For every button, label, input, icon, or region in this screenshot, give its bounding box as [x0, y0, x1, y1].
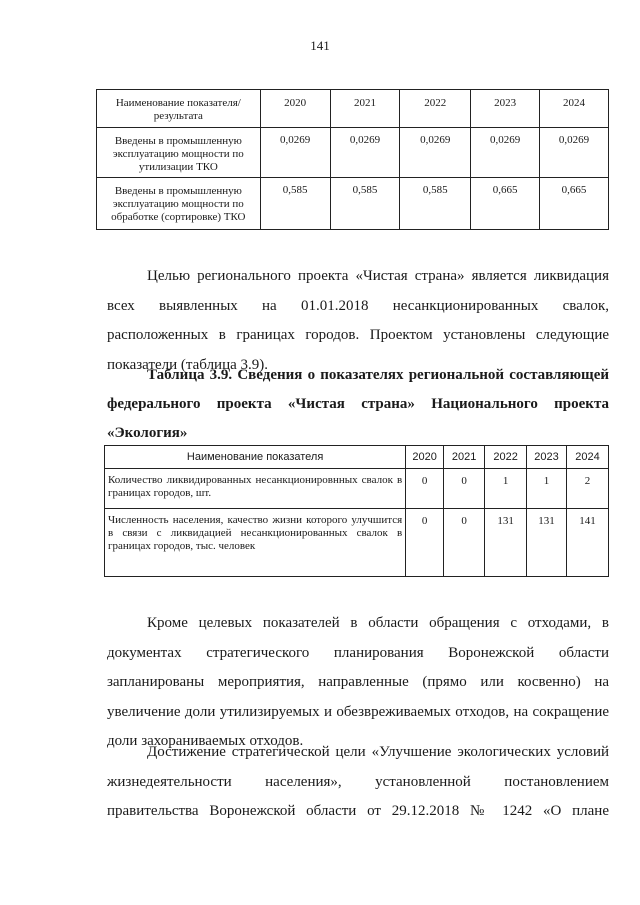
table-row — [105, 509, 609, 577]
cell-value: 0,0269 — [471, 128, 540, 178]
column-header: 2022 — [400, 90, 471, 128]
column-header: 2022 — [485, 446, 527, 469]
table-row — [97, 178, 609, 230]
cell-value: 0 — [444, 469, 485, 509]
indicators-table-2 — [104, 445, 609, 577]
column-header: Наименование показателя — [105, 446, 406, 469]
column-header: Наименование показателя/результата — [97, 90, 261, 128]
row-name: Введены в промышленную эксплуатацию мощности по обработке (сортировке) ТКО — [97, 178, 261, 230]
cell-value: 141 — [567, 509, 609, 577]
table-header-row — [105, 446, 609, 469]
column-header: 2023 — [471, 90, 540, 128]
page-number: 141 — [310, 38, 330, 53]
row-name: Введены в промышленную эксплуатацию мощности по утилизации ТКО — [97, 128, 261, 178]
cell-value: 1 — [527, 469, 567, 509]
paragraph-strategic-goal: Достижение стратегической цели «Улучшение экологических условий жизнедеятельности населения», установленной постановлением правительства Воронежской области от 29.12.2018 № 1242 «О плане — [107, 744, 609, 819]
cell-value: 0,0269 — [260, 128, 330, 178]
table-row — [97, 128, 609, 178]
column-header: 2024 — [540, 90, 609, 128]
cell-value: 131 — [527, 509, 567, 577]
cell-value: 0,585 — [260, 178, 330, 230]
cell-value: 0 — [406, 509, 444, 577]
column-header: 2020 — [260, 90, 330, 128]
cell-value: 0,0269 — [540, 128, 609, 178]
paragraph-goal: Целью регионального проекта «Чистая страна» является ликвидация всех выявленных на 01.01.2018 несанкционированных свалок, расположенных в границах городов. Проектом установлены следующие показатели (таблица 3.9). — [107, 268, 609, 373]
cell-value: 2 — [567, 469, 609, 509]
cell-value: 1 — [485, 469, 527, 509]
column-header: 2023 — [527, 446, 567, 469]
table-row — [105, 469, 609, 509]
column-header: 2021 — [330, 90, 400, 128]
cell-value: 0 — [444, 509, 485, 577]
column-header: 2021 — [444, 446, 485, 469]
column-header: 2020 — [406, 446, 444, 469]
row-name: Численность населения, качество жизни которого улучшится в связи с ликвидацией несанкционированных свалок в границах городов, тыс. человек — [105, 509, 406, 577]
cell-value: 0,665 — [471, 178, 540, 230]
paragraph-measures: Кроме целевых показателей в области обращения с отходами, в документах стратегического планирования Воронежской области запланированы мероприятия, направленные (прямо или косвенно) на увеличение доли утилизируемых и обезвреживаемых отходов, на сокращение доли захораниваемых отходов. — [107, 615, 609, 749]
cell-value: 0,585 — [400, 178, 471, 230]
cell-value: 131 — [485, 509, 527, 577]
row-name: Количество ликвидированных несанкционировнных свалок в границах городов, шт. — [105, 469, 406, 509]
table-header-row — [97, 90, 609, 128]
cell-value: 0,0269 — [330, 128, 400, 178]
indicators-table-1 — [96, 89, 609, 230]
column-header: 2024 — [567, 446, 609, 469]
cell-value: 0,665 — [540, 178, 609, 230]
table-caption: Таблица 3.9. Сведения о показателях региональной составляющей федерального проекта «Чистая страна» Национального проекта «Экология» — [107, 367, 609, 441]
cell-value: 0,0269 — [400, 128, 471, 178]
cell-value: 0,585 — [330, 178, 400, 230]
cell-value: 0 — [406, 469, 444, 509]
